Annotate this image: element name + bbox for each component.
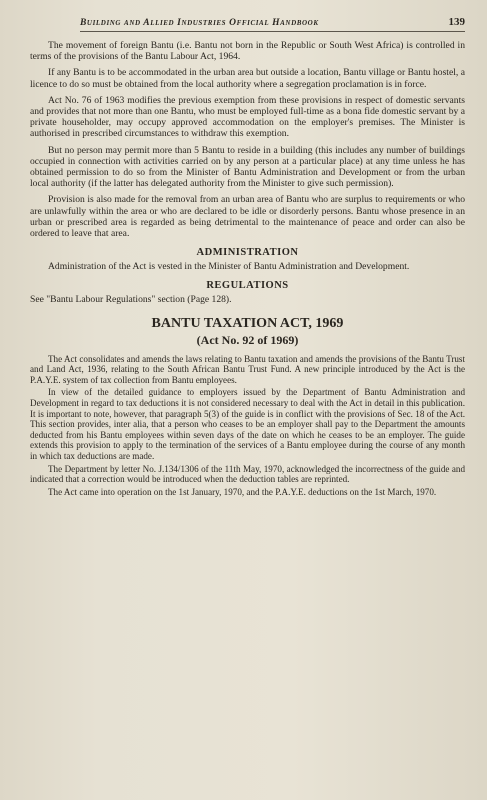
regulations-text: See "Bantu Labour Regulations" section (Page 128). bbox=[30, 294, 232, 306]
page-number: 139 bbox=[448, 16, 465, 28]
regulations-heading: REGULATIONS bbox=[206, 280, 289, 292]
paragraph: The Act consolidates and amends the laws relating to Bantu taxation and amends the provisions of the Bantu Trust and Land Act, 1936, relating to the South African Bantu Trust Fund. A new principle introduced by the Act is the P.A.Y.E. system of tax collection from Bantu employees. bbox=[30, 353, 465, 385]
paragraph: In view of the detailed guidance to employers issued by the Department of Bantu Administration and Development in regard to tax deductions it is not considered necessary to deal with the Act in detail in this publication. It is important to note, however, that paragraph 5(3) of the guide is in conflict with the provisions of Sec. 18 of the Act. This section provides, inter alia, that a person who ceases to be an employer shall pay to the Department the amounts deducted from his Bantu employees within seven days of the date on which he ceases to be an employer. The guide extends this provision to apply to the termination of the services of a Bantu employee during the course of any month in which tax deductions are made. bbox=[30, 387, 465, 461]
paragraph: Act No. 76 of 1963 modifies the previous exemption from these provisions in respect of domestic servants and provides that not more than one Bantu, who must be employed full-time as a bona fide domestic servant by a private householder, may occupy approved accommodation on the employer's premises. The Minister is authorised in prescribed circumstances to withdraw this exemption. bbox=[30, 94, 465, 140]
paragraph: The Department by letter No. J.134/1306 of the 11th May, 1970, acknowledged the incorrectness of the guide and indicated that a correction would be introduced when the deduction tables are reprinted. bbox=[30, 463, 465, 485]
paragraph: Provision is also made for the removal from an urban area of Bantu who are surplus to requirements or who are unlawfully within the area or who are declared to be idle or disorderly persons. Bantu whose presence in an urban or prescribed area is regarded as being detrimental to the maintenance of peace and order can also be ordered to leave that area. bbox=[30, 194, 465, 240]
paragraph: The Act came into operation on the 1st January, 1970, and the P.A.Y.E. deductions on the 1st March, 1970. bbox=[48, 486, 437, 497]
section-bottom bbox=[30, 354, 465, 498]
act-title: BANTU TAXATION ACT, 1969 bbox=[151, 315, 344, 331]
paragraph: If any Bantu is to be accommodated in the urban area but outside a location, Bantu village or Bantu hostel, a licence to do so must be obtained from the local authority where a segregation proclamation is in force. bbox=[30, 67, 465, 90]
paragraph: But no person may permit more than 5 Bantu to reside in a building (this includes any number of buildings occupied in connection with activities carried on by any person at a particular place) at any time unless he has obtained permission to do so from the Minister of Bantu Administration and Development or from the urban local authority (if the latter has delegated authority from the Minister to give such permission). bbox=[30, 144, 465, 190]
running-title: Building and Allied Industries Official Handbook bbox=[80, 18, 319, 28]
administration-heading: ADMINISTRATION bbox=[196, 247, 299, 259]
section-top bbox=[30, 40, 465, 239]
paragraph: The movement of foreign Bantu (i.e. Bantu not born in the Republic or South West Africa) is controlled in terms of the provisions of the Bantu Labour Act, 1964. bbox=[30, 40, 465, 63]
running-header bbox=[80, 16, 465, 32]
administration-text: Administration of the Act is vested in the Minister of Bantu Administration and Development. bbox=[48, 261, 410, 273]
act-subtitle: (Act No. 92 of 1969) bbox=[196, 332, 299, 347]
